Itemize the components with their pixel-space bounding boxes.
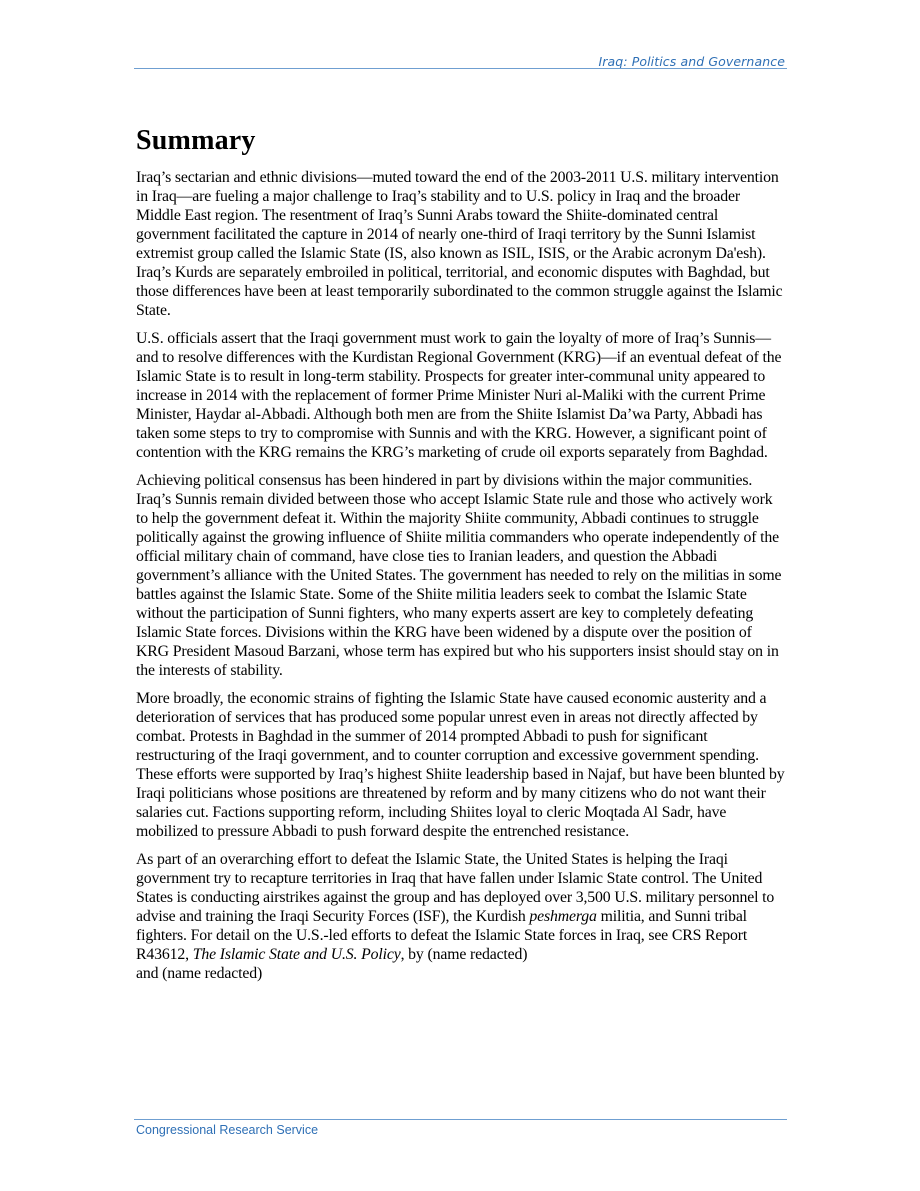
paragraph-5-text-1: As part of an overarching effort to defeat the Islamic State, the United States is helping the Iraqi government try to recapture territories in Iraq that have fallen under Islamic State control. The United States is conducting airstrikes against the group and has deployed over 3,500 U.S. military personnel to advise and training the Iraqi Security Forces (ISF), the Kurdish — [136, 851, 775, 925]
paragraph-5-text-2: militia, and Sunni tribal fighters. For detail on the U.S.-led efforts to defeat the Islamic State forces in Iraq, see CRS Report R43612, — [136, 908, 748, 963]
paragraph-5-text-4: and (name redacted) — [136, 965, 263, 982]
peshmerga-term: peshmerga — [529, 908, 597, 925]
paragraph-1: Iraq’s sectarian and ethnic divisions—muted toward the end of the 2003-2011 U.S. military intervention in Iraq—are fueling a major challenge to Iraq’s stability and to U.S. policy in Iraq and the broader Middle East region. The resentment of Iraq’s Sunni Arabs toward the Shiite-dominated central government facilitated the capture in 2014 of nearly one-third of Iraqi territory by the Sunni Islamist extremist group called the Islamic State (IS, also known as ISIL, ISIS, or the Arabic acronym Da'esh). Iraq’s Kurds are separately embroiled in political, territorial, and economic disputes with Baghdad, but those differences have been at least temporarily subordinated to the common struggle against the Islamic State. — [136, 169, 783, 319]
document-body — [136, 124, 788, 992]
running-header-title: Iraq: Politics and Governance — [598, 54, 785, 69]
footer-organization: Congressional Research Service — [136, 1123, 319, 1137]
section-heading: Summary — [136, 125, 256, 156]
footer-divider — [134, 1119, 787, 1120]
paragraph-5 — [136, 850, 788, 983]
paragraph-4: More broadly, the economic strains of fighting the Islamic State have caused economic austerity and a deterioration of services that has produced some popular unrest even in areas not directly affected by combat. Protests in Baghdad in the summer of 2014 prompted Abbadi to push for significant restructuring of the Iraqi government, and to counter corruption and excessive government spending. These efforts were supported by Iraq’s highest Shiite leadership based in Najaf, but have been blunted by Iraqi politicians whose positions are threatened by reform and by many citizens who do not want their salaries cut. Factions supporting reform, including Shiites loyal to cleric Moqtada Al Sadr, have mobilized to pressure Abbadi to push forward despite the entrenched resistance. — [136, 690, 785, 840]
report-title: The Islamic State and U.S. Policy — [192, 946, 401, 963]
paragraph-2: U.S. officials assert that the Iraqi government must work to gain the loyalty of more of Iraq’s Sunnis—and to resolve differences with the Kurdistan Regional Government (KRG)—if an eventual defeat of the Islamic State is to result in long-term stability. Prospects for greater inter-communal unity appeared to increase in 2014 with the replacement of former Prime Minister Nuri al-Maliki with the current Prime Minister, Haydar al-Abbadi. Although both men are from the Shiite Islamist Da’wa Party, Abbadi has taken some steps to try to compromise with Sunnis and with the KRG. However, a significant point of contention with the KRG remains the KRG’s marketing of crude oil exports separately from Baghdad. — [136, 330, 782, 461]
paragraph-5-text-3: , by (name redacted) — [400, 946, 528, 963]
header-divider — [134, 68, 787, 69]
paragraph-3: Achieving political consensus has been hindered in part by divisions within the major communities. Iraq’s Sunnis remain divided between those who accept Islamic State rule and those who actively work to help the government defeat it. Within the majority Shiite community, Abbadi continues to struggle politically against the growing influence of Shiite militia commanders who operate independently of the official military chain of command, have close ties to Iranian leaders, and question the Abbadi government’s alliance with the United States. The government has needed to rely on the militias in some battles against the Islamic State. Some of the Shiite militia leaders seek to combat the Islamic State without the participation of Sunni fighters, who many experts assert are key to completely defeating Islamic State forces. Divisions within the KRG have been widened by a dispute over the position of KRG President Masoud Barzani, whose term has expired but who his supporters insist should stay on in the interests of stability. — [136, 472, 782, 679]
